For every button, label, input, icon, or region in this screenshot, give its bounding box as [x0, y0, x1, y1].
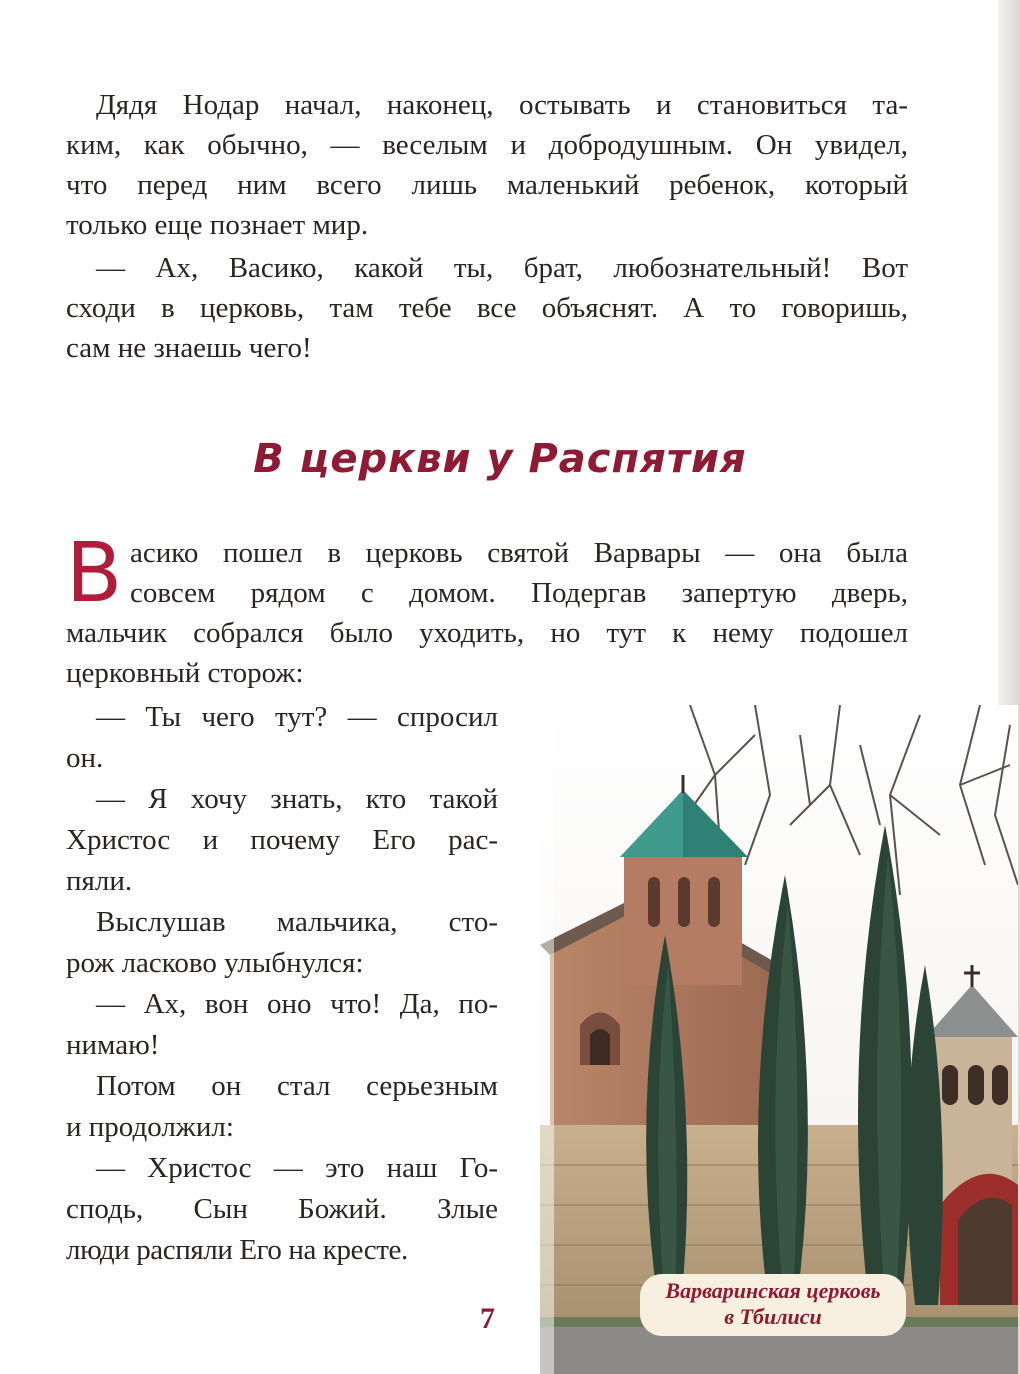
- text-line: только еще познает мир.: [66, 209, 369, 241]
- text-line: — Я хочу знать, кто такой: [96, 783, 498, 815]
- section-paragraph: [66, 526, 908, 693]
- text-line: сходи в церковь, там тебе все объяснят. А то говоришь,: [66, 292, 908, 324]
- text-line: — Ах, Васико, какой ты, брат, любознательный! Вот: [96, 252, 908, 284]
- text-line: — Христос — это наш Го-: [96, 1152, 498, 1184]
- drop-cap: В: [66, 526, 123, 621]
- section-title: В церкви у Распятия: [253, 436, 747, 482]
- text-line: церковный сторож:: [66, 657, 304, 689]
- text-line: рож ласково улыбнулся:: [66, 947, 364, 979]
- dialogue-column: [66, 697, 498, 1271]
- page-number: 7: [480, 1302, 495, 1335]
- dialogue-paragraph: [66, 902, 498, 984]
- text-line: нимаю!: [66, 1029, 160, 1061]
- text-line: сам не знаешь чего!: [66, 332, 312, 364]
- text-line: Дядя Нодар начал, наконец, остывать и становиться та-: [96, 89, 908, 121]
- reply-paragraph: [66, 248, 908, 368]
- text-line: пяли.: [66, 865, 133, 897]
- text-line: Христос и почему Его рас-: [66, 824, 498, 856]
- text-line: — Ты чего тут? — спросил: [96, 701, 498, 733]
- dialogue-paragraph: [66, 697, 498, 779]
- photo-caption: [640, 1274, 906, 1336]
- text-line: Потом он стал серьезным: [96, 1070, 498, 1102]
- text-line: люди распяли Его на кресте.: [66, 1234, 408, 1266]
- text-line: ким, как обычно, — веселым и добродушным. Он увидел,: [66, 129, 908, 161]
- intro-paragraph: [66, 85, 908, 245]
- dialogue-paragraph: [66, 1066, 498, 1148]
- dialogue-paragraph: [66, 1148, 498, 1271]
- text-line: сподь, Сын Божий. Злые: [66, 1193, 498, 1225]
- text-line: он.: [66, 742, 104, 774]
- caption-line: в Тбилиси: [724, 1304, 822, 1329]
- text-line: мальчик собрался было уходить, но тут к нему подошел: [66, 617, 908, 649]
- text-line: Выслушав мальчика, сто-: [96, 906, 498, 938]
- dialogue-paragraph: [66, 984, 498, 1066]
- text-line: асико пошел в церковь святой Варвары — она была: [130, 537, 908, 569]
- caption-line: Варваринская церковь: [665, 1278, 881, 1303]
- dialogue-paragraph: [66, 779, 498, 902]
- text-line: что перед ним всего лишь маленький ребенок, который: [66, 169, 908, 201]
- text-line: — Ах, вон оно что! Да, по-: [96, 988, 498, 1020]
- text-line: совсем рядом с домом. Подергав запертую дверь,: [130, 577, 908, 609]
- text-line: и продолжил:: [66, 1111, 234, 1143]
